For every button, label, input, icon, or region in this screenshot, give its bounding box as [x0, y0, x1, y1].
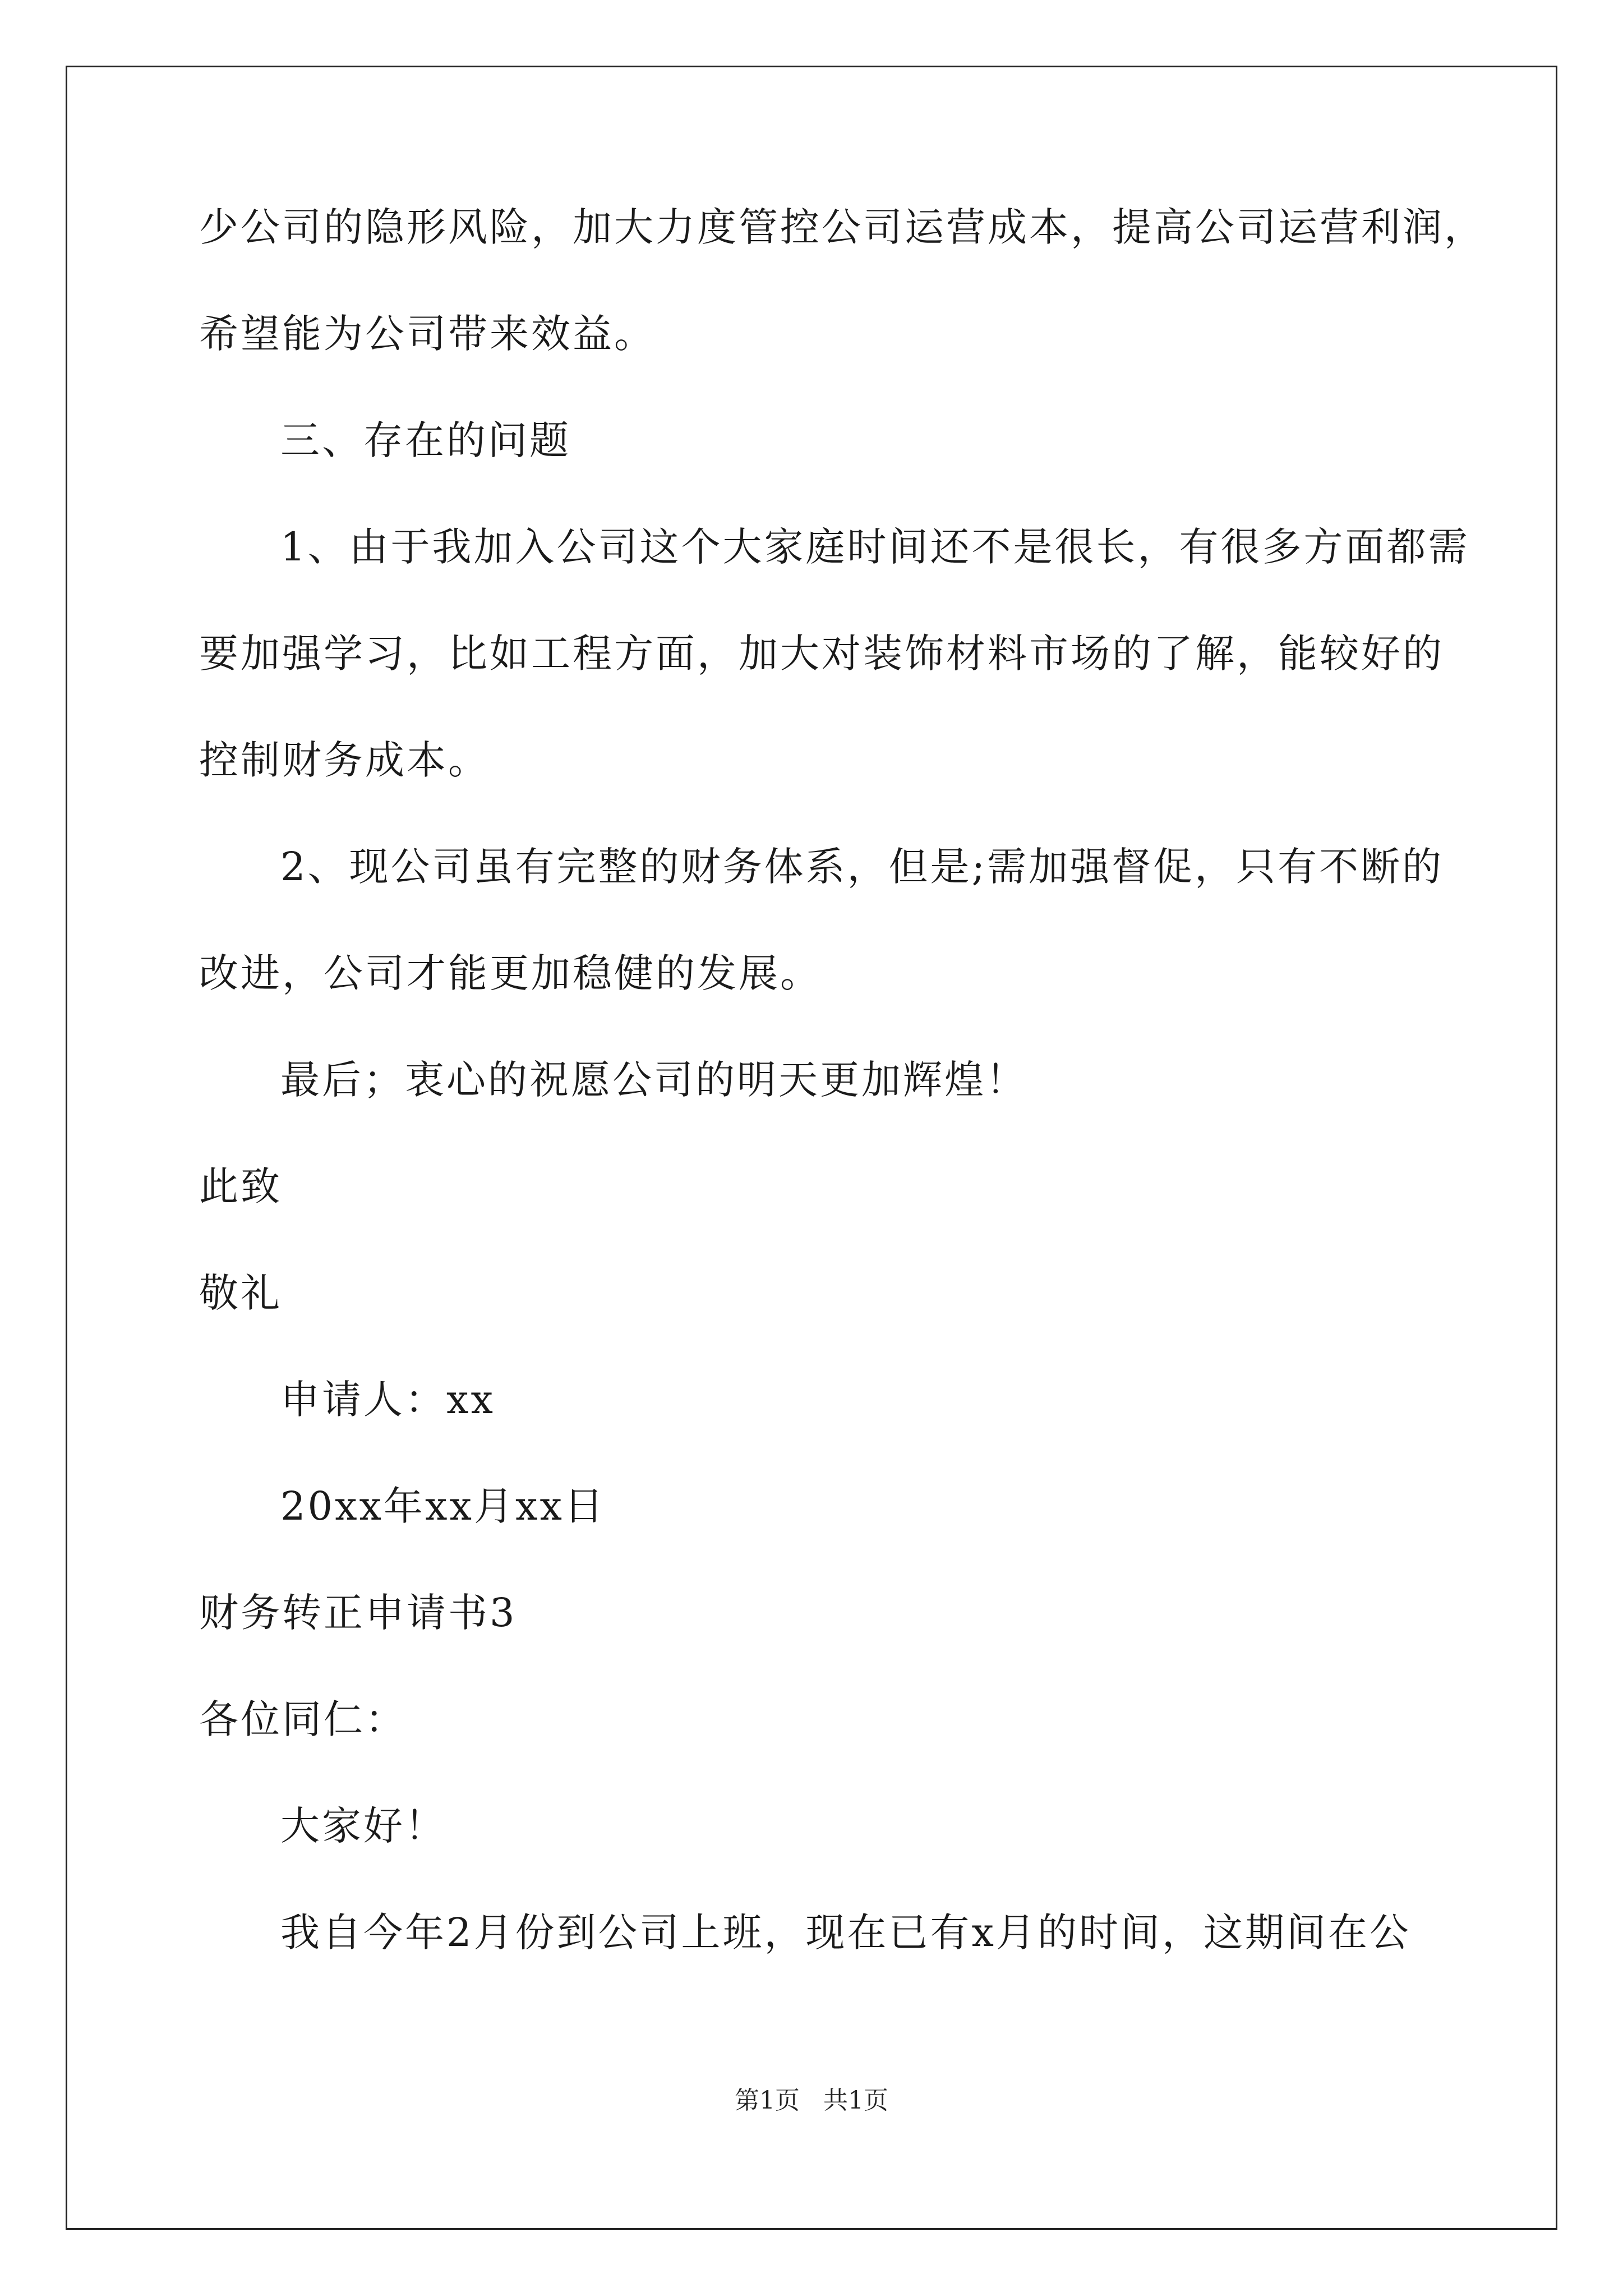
text-line: 希望能为公司带来效益。 [199, 311, 656, 357]
text-line: 我自今年2月份到公司上班，现在已有x月的时间，这期间在公 [280, 1910, 1412, 1955]
closing-line: 敬礼 [199, 1270, 282, 1316]
text-line: 控制财务成本。 [199, 737, 490, 783]
closing-line: 此致 [199, 1163, 282, 1209]
page-total: 共1页 [823, 2086, 888, 2115]
text-line: 2、现公司虽有完整的财务体系，但是;需加强督促，只有不断的 [280, 844, 1444, 890]
text-line: 改进，公司才能更加稳健的发展。 [199, 950, 822, 996]
document-title: 财务转正申请书3 [199, 1590, 517, 1636]
page-footer [0, 2084, 1623, 2118]
greeting: 大家好！ [280, 1803, 446, 1849]
date-line: 20xx年xx月xx日 [280, 1483, 606, 1529]
applicant-line: 申请人：xx [280, 1377, 495, 1423]
text-line: 少公司的隐形风险，加大力度管控公司运营成本，提高公司运营利润， [199, 204, 1486, 250]
text-line: 最后；衷心的祝愿公司的明天更加辉煌！ [280, 1057, 1027, 1103]
text-line: 要加强学习，比如工程方面，加大对装饰材料市场的了解，能较好的 [199, 631, 1444, 677]
page-number: 第1页 [735, 2086, 800, 2115]
text-line: 1、由于我加入公司这个大家庭时间还不是很长，有很多方面都需 [280, 524, 1470, 570]
section-heading: 三、存在的问题 [280, 417, 571, 463]
salutation: 各位同仁： [199, 1696, 407, 1742]
